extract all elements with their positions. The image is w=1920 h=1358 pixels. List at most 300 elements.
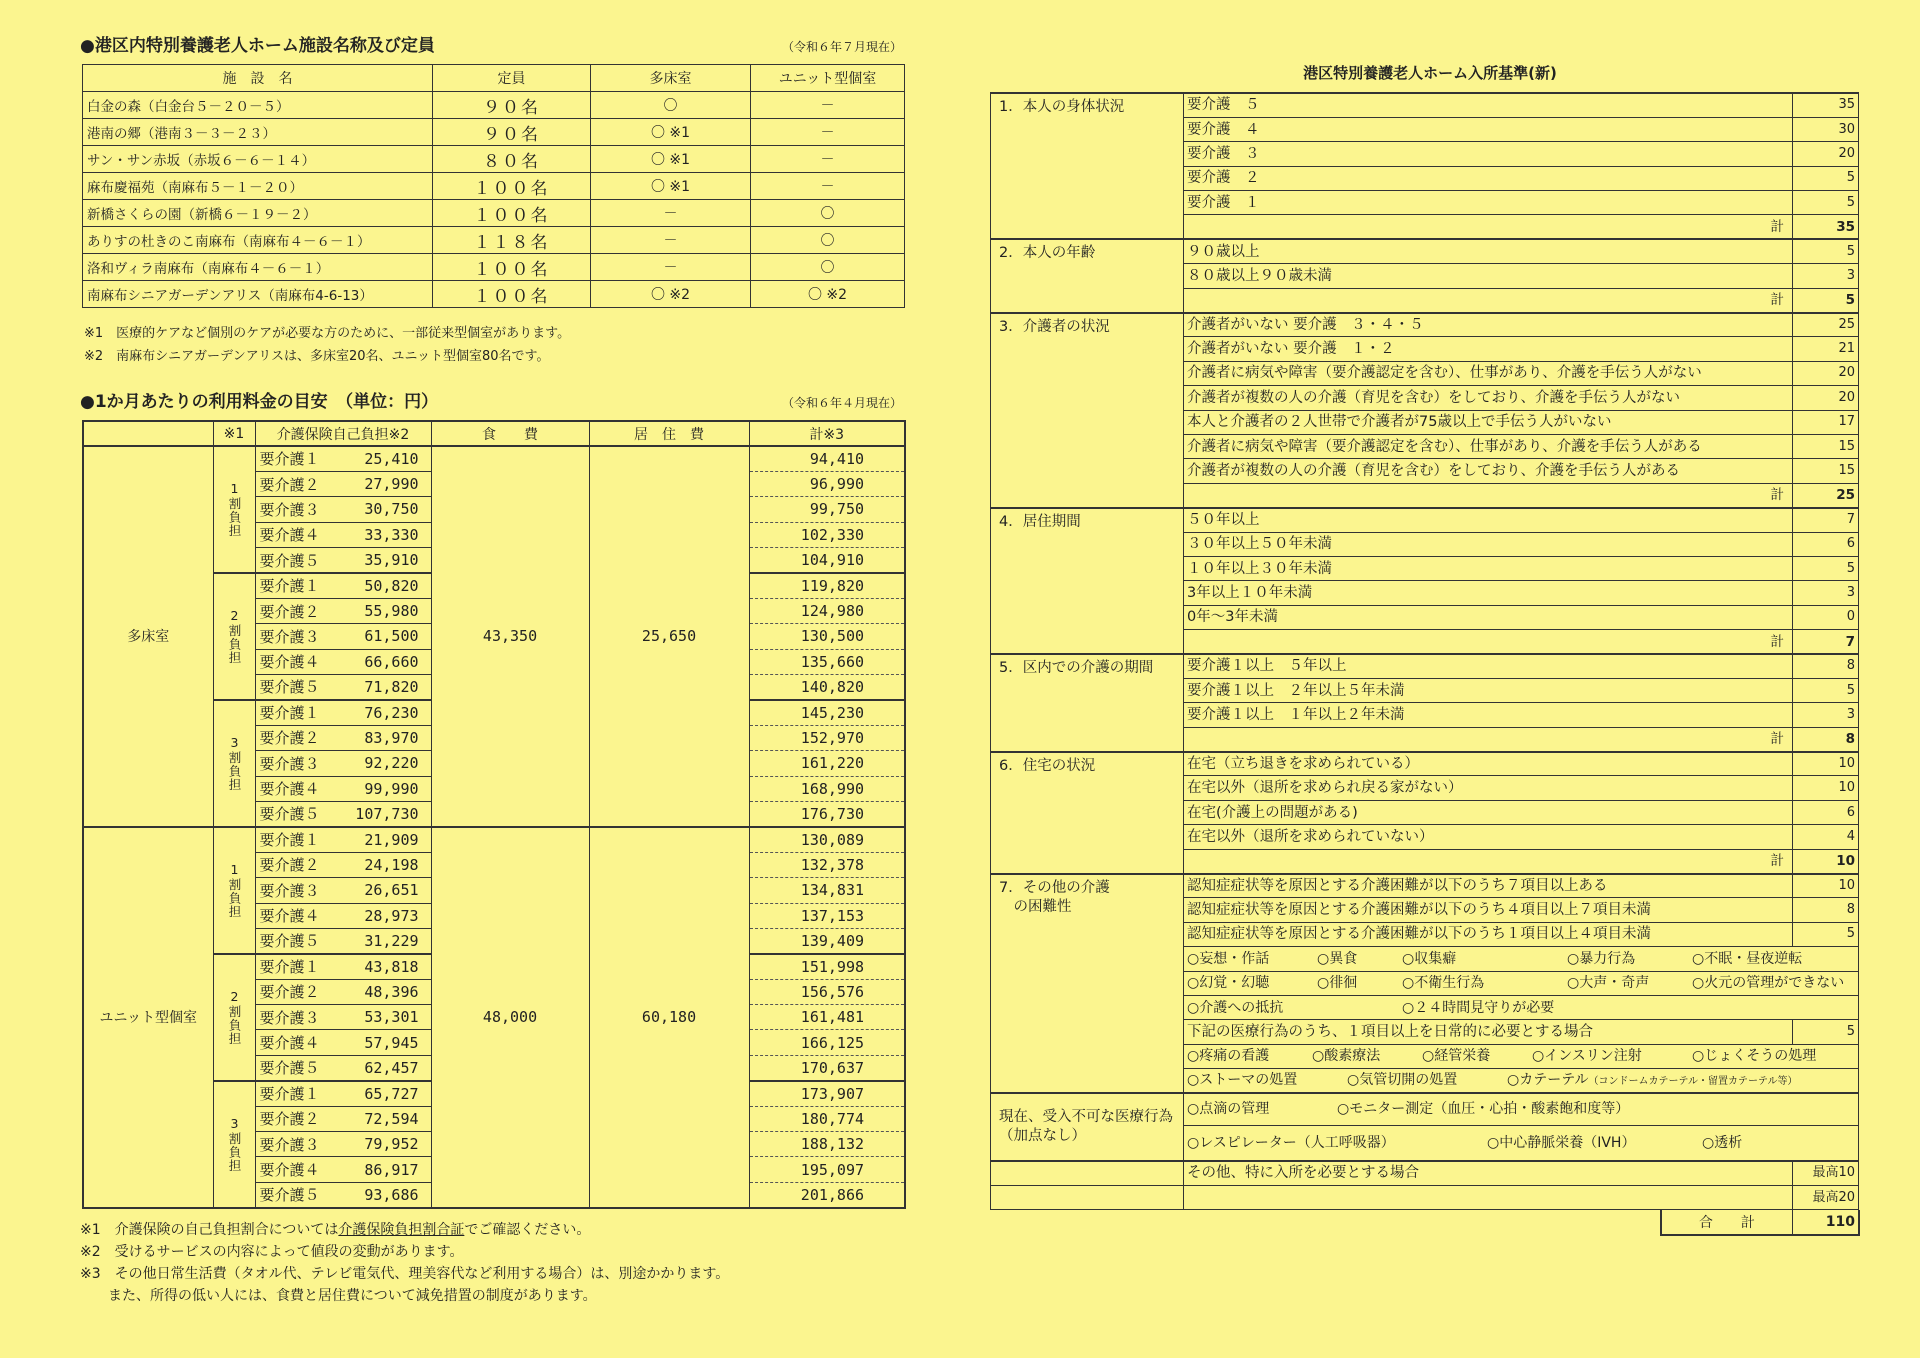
facility-row [83,119,905,146]
other-points-max20: 最高20 [1793,1185,1859,1209]
monthly-total: 140,820 [749,675,905,700]
criteria-points: 30 [1793,117,1859,141]
facility-section-title [80,34,910,58]
monthly-total: 161,481 [749,1005,905,1030]
criteria-category: 6．住宅の状況 [991,752,1184,874]
monthly-total: 170,637 [749,1055,905,1080]
grand-total-label: 合 計 [1662,1210,1793,1234]
facility-name: 南麻布シニアガーデンアリス（南麻布4-6-13） [83,281,433,308]
right-page [990,0,1870,1358]
criteria-row [991,239,1859,263]
other-item: その他、特に入所を必要とする場合 [1184,1161,1793,1185]
self-pay-amount: 92,220 [327,751,431,776]
care-level: 要介護５ [255,675,327,700]
left-page [80,0,910,1358]
criteria-item: １０年以上３０年未満 [1184,556,1793,580]
criteria-points: 3 [1793,581,1859,605]
facility-table [82,64,905,308]
other-row [991,1185,1859,1209]
food-cost: 48,000 [431,827,589,1208]
care-level: 要介護４ [255,1157,327,1182]
subtotal-value: 25 [1793,483,1859,507]
fee-note-1-tail: でご確認ください。 [464,1221,591,1238]
facility-capacity: １００名 [433,254,591,281]
fee-note-4: また、所得の低い人には、食費と居住費について減免措置の制度があります。 [80,1287,597,1304]
facility-name: ありすの杜きのこ南麻布（南麻布４－６－１） [83,227,433,254]
medical-option: ○気管切開の処置 [1347,1071,1458,1088]
criteria-points: 10 [1793,752,1859,776]
criteria-table [990,92,1859,1210]
fee-note-1 [80,1219,910,1241]
criteria-item: 介護者に病気や障害（要介護認定を含む）、仕事があり、介護を手伝う人がない [1184,361,1793,385]
header-living: 居 住 費 [589,421,749,446]
facility-capacity: １００名 [433,281,591,308]
criteria-points: 5 [1793,556,1859,580]
criteria-points: 15 [1793,459,1859,483]
dementia-options-row [1184,995,1859,1019]
criteria-item: 要介護 ３ [1184,142,1793,166]
monthly-total: 119,820 [749,573,905,598]
fee-row [83,827,905,852]
self-pay-amount: 27,990 [327,471,431,496]
self-pay-amount: 31,229 [327,928,431,953]
monthly-total: 156,576 [749,979,905,1004]
subtotal-value: 10 [1793,849,1859,873]
facility-row [83,281,905,308]
self-pay-amount: 50,820 [327,573,431,598]
criteria-item: 本人と介護者の２人世帯で介護者が75歳以上で手伝う人がいない [1184,410,1793,434]
self-pay-amount: 83,970 [327,725,431,750]
room-type-label: 多床室 [83,446,213,827]
care-level: 要介護５ [255,1182,327,1207]
self-pay-amount: 43,818 [327,954,431,979]
self-pay-amount: 62,457 [327,1055,431,1080]
criteria-points: 35 [1793,93,1859,117]
facility-multi-bed: 〇 ※1 [591,173,751,200]
criteria-points: 21 [1793,337,1859,361]
facility-row [83,173,905,200]
self-pay-amount: 99,990 [327,776,431,801]
facility-unit-private: 〇 ※2 [751,281,905,308]
criteria-points: 17 [1793,410,1859,434]
monthly-total: 139,409 [749,928,905,953]
care-level: 要介護４ [255,522,327,547]
header-total: 計※3 [749,421,905,446]
criteria-item: 要介護 ５ [1184,93,1793,117]
self-pay-amount: 26,651 [327,878,431,903]
header-multi-bed: 多床室 [591,65,751,92]
criteria-item: 認知症症状等を原因とする介護困難が以下のうち１項目以上４項目未満 [1184,922,1793,946]
monthly-total: 201,866 [749,1182,905,1207]
unaccepted-option: ○点滴の管理 [1187,1101,1270,1118]
dementia-option: ○火元の管理ができない [1692,975,1845,992]
header-room-type [83,421,213,446]
criteria-points: 8 [1793,898,1859,922]
burden-ratio-certificate-link: 介護保険負担割合証 [338,1221,465,1238]
criteria-category: 5．区内での介護の期間 [991,654,1184,752]
room-type-label: ユニット型個室 [83,827,213,1208]
grand-total-value: 110 [1825,1214,1855,1231]
criteria-points: 20 [1793,142,1859,166]
criteria-points: 4 [1793,825,1859,849]
unaccepted-option: ○透析 [1702,1134,1743,1151]
monthly-total: 102,330 [749,522,905,547]
facility-note-1: ※1 医療的ケアなど個別のケアが必要な方のために、一部従来型個室があります。 [84,326,571,341]
fee-table [82,420,906,1209]
dementia-option: ○大声・奇声 [1567,975,1650,992]
burden-rate-label: 2割負担 [213,954,255,1081]
monthly-total: 135,660 [749,649,905,674]
criteria-item: 介護者が複数の人の介護（育児を含む）をしており、介護を手伝う人がある [1184,459,1793,483]
care-level: 要介護２ [255,979,327,1004]
criteria-item: 介護者がいない 要介護 １・２ [1184,337,1793,361]
care-level: 要介護３ [255,497,327,522]
dementia-option: ○幻覚・幻聴 [1187,975,1270,992]
facility-capacity: ９０名 [433,119,591,146]
care-level: 要介護４ [255,649,327,674]
criteria-item: 要介護１以上 ２年以上５年未満 [1184,678,1793,702]
medical-option: ○酸素療法 [1312,1048,1381,1065]
facility-unit-private: － [751,173,905,200]
criteria-item: 要介護 ２ [1184,166,1793,190]
facility-row [83,92,905,119]
facility-multi-bed: － [591,254,751,281]
criteria-category: 1．本人の身体状況 [991,93,1184,239]
facility-multi-bed: － [591,227,751,254]
monthly-total: 176,730 [749,801,905,826]
catheter-note: （コンドームカテーテル・留置カテーテル等） [1588,1075,1798,1087]
self-pay-amount: 48,396 [327,979,431,1004]
criteria-row [991,508,1859,532]
criteria-title: 港区特別養護老人ホーム入所基準(新) [1303,64,1557,82]
fee-row [83,446,905,471]
criteria-item: 介護者が複数の人の介護（育児を含む）をしており、介護を手伝う人がない [1184,386,1793,410]
monthly-total: 130,500 [749,624,905,649]
facility-multi-bed: － [591,200,751,227]
facility-name: 洛和ヴィラ南麻布（南麻布４－６－１） [83,254,433,281]
criteria-category: 7．その他の介護 の困難性 [991,874,1184,1094]
dementia-options-row [1184,947,1859,971]
unaccepted-option: ○中心静脈栄養（IVH） [1487,1134,1636,1151]
monthly-total: 132,378 [749,852,905,877]
subtotal-label: 計 [1184,215,1793,239]
dementia-option: ○暴力行為 [1567,950,1636,967]
self-pay-amount: 72,594 [327,1106,431,1131]
monthly-total: 124,980 [749,598,905,623]
criteria-item: 0年～3年未満 [1184,605,1793,629]
care-level: 要介護２ [255,725,327,750]
facility-unit-private: － [751,146,905,173]
burden-rate-label: 3割負担 [213,1081,255,1208]
criteria-points: 25 [1793,313,1859,337]
care-level: 要介護４ [255,776,327,801]
unaccepted-option: ○レスピレーター（人工呼吸器） [1187,1134,1395,1151]
criteria-points: 10 [1793,874,1859,898]
self-pay-amount: 35,910 [327,548,431,573]
criteria-item: ３０年以上５０年未満 [1184,532,1793,556]
criteria-points: 5 [1793,1020,1859,1044]
living-cost: 60,180 [589,827,749,1208]
self-pay-amount: 107,730 [327,801,431,826]
criteria-points: 3 [1793,703,1859,727]
facility-capacity: １１８名 [433,227,591,254]
unaccepted-label: 現在、受入不可な医療行為 （加点なし） [991,1093,1184,1161]
care-level: 要介護２ [255,598,327,623]
header-rate: ※1 [213,421,255,446]
criteria-points: 10 [1793,776,1859,800]
criteria-points: 5 [1793,166,1859,190]
criteria-points: 5 [1793,239,1859,263]
facility-row [83,200,905,227]
monthly-total: 130,089 [749,827,905,852]
fee-title: ●1か月あたりの利用料金の目安 （単位：円） [80,392,439,412]
criteria-item: ９０歳以上 [1184,239,1793,263]
facility-name: 港南の郷（港南３－３－２３） [83,119,433,146]
criteria-item: 介護者がいない 要介護 ３・４・５ [1184,313,1793,337]
facility-unit-private: － [751,119,905,146]
subtotal-label: 計 [1184,727,1793,751]
criteria-item: 在宅以外（退所を求められていない） [1184,825,1793,849]
criteria-item: 認知症症状等を原因とする介護困難が以下のうち４項目以上７項目未満 [1184,898,1793,922]
criteria-points: 7 [1793,508,1859,532]
dementia-option: ○収集癖 [1402,950,1457,967]
criteria-points: 5 [1793,678,1859,702]
dementia-options-row [1184,971,1859,995]
care-level: 要介護３ [255,878,327,903]
burden-rate-label: 2割負担 [213,573,255,700]
self-pay-amount: 65,727 [327,1081,431,1106]
monthly-total: 195,097 [749,1157,905,1182]
care-level: 要介護１ [255,827,327,852]
criteria-item: ５０年以上 [1184,508,1793,532]
criteria-item: 在宅（立ち退きを求められている） [1184,752,1793,776]
monthly-total: 134,831 [749,878,905,903]
monthly-total: 166,125 [749,1030,905,1055]
care-level: 要介護４ [255,903,327,928]
monthly-total: 99,750 [749,497,905,522]
facility-unit-private: 〇 [751,200,905,227]
criteria-item: 要介護 ４ [1184,117,1793,141]
subtotal-label: 計 [1184,630,1793,654]
criteria-points: 0 [1793,605,1859,629]
facility-multi-bed: 〇 [591,92,751,119]
criteria-item: 在宅以外（退所を求められ戻る家がない） [1184,776,1793,800]
care-level: 要介護１ [255,954,327,979]
header-unit-private: ユニット型個室 [751,65,905,92]
medical-options-row [1184,1069,1859,1093]
care-level: 要介護５ [255,928,327,953]
criteria-points: 5 [1793,922,1859,946]
self-pay-amount: 33,330 [327,522,431,547]
living-cost: 25,650 [589,446,749,827]
criteria-points: 8 [1793,654,1859,678]
facility-unit-private: 〇 [751,227,905,254]
food-cost: 43,350 [431,446,589,827]
facility-note-2: ※2 南麻布シニアガーデンアリスは、多床室20名、ユニット型個室80名です。 [84,349,550,364]
criteria-item: 要介護１以上 １年以上２年未満 [1184,703,1793,727]
self-pay-amount: 25,410 [327,446,431,471]
fee-note-1-text: ※1 介護保険の自己負担割合については [80,1221,339,1238]
self-pay-amount: 79,952 [327,1132,431,1157]
monthly-total: 137,153 [749,903,905,928]
facility-capacity: １００名 [433,200,591,227]
monthly-total: 94,410 [749,446,905,471]
unaccepted-options-row [1184,1125,1859,1161]
facility-row [83,254,905,281]
care-level: 要介護１ [255,573,327,598]
facility-title: ●港区内特別養護老人ホーム施設名称及び定員 [80,36,435,56]
self-pay-amount: 71,820 [327,675,431,700]
fee-note-2: ※2 受けるサービスの内容によって値段の変動があります。 [80,1243,464,1260]
criteria-category: 4．居住期間 [991,508,1184,654]
medical-options-row [1184,1044,1859,1068]
care-level: 要介護３ [255,751,327,776]
medical-option: ○じょくそうの処理 [1692,1048,1817,1065]
monthly-total: 104,910 [749,548,905,573]
monthly-total: 173,907 [749,1081,905,1106]
monthly-total: 180,774 [749,1106,905,1131]
fee-section-title [80,390,910,414]
criteria-points: 5 [1793,191,1859,215]
criteria-row [991,313,1859,337]
criteria-item: 在宅(介護上の問題がある) [1184,800,1793,824]
self-pay-amount: 86,917 [327,1157,431,1182]
dementia-option: ○妄想・作話 [1187,950,1270,967]
medical-option: ○カテーテル [1507,1071,1589,1088]
criteria-item: 認知症症状等を原因とする介護困難が以下のうち７項目以上ある [1184,874,1793,898]
dementia-option: ○２４時間見守りが必要 [1402,999,1555,1016]
criteria-points: 6 [1793,800,1859,824]
care-level: 要介護１ [255,700,327,725]
monthly-total: 151,998 [749,954,905,979]
self-pay-amount: 93,686 [327,1182,431,1207]
care-level: 要介護３ [255,1005,327,1030]
medical-option: ○インスリン注射 [1532,1048,1642,1065]
unaccepted-option: ○モニター測定（血圧・心拍・酸素飽和度等） [1337,1101,1630,1118]
medical-option: ○ストーマの処置 [1187,1071,1298,1088]
care-level: 要介護２ [255,471,327,496]
criteria-row [991,93,1859,117]
other-blank [991,1185,1184,1209]
subtotal-value: 8 [1793,727,1859,751]
criteria-points: 3 [1793,264,1859,288]
self-pay-amount: 61,500 [327,624,431,649]
criteria-item: 介護者に病気や障害（要介護認定を含む）、仕事があり、介護を手伝う人がある [1184,434,1793,458]
criteria-points: 6 [1793,532,1859,556]
care-level: 要介護３ [255,1132,327,1157]
unaccepted-row [991,1093,1859,1125]
dementia-option: ○不眠・昼夜逆転 [1692,950,1803,967]
other-points-max10: 最高10 [1793,1161,1859,1185]
criteria-item: 3年以上１０年未満 [1184,581,1793,605]
facility-multi-bed: 〇 ※2 [591,281,751,308]
monthly-total: 161,220 [749,751,905,776]
facility-header-row [83,65,905,92]
burden-rate-label: 1割負担 [213,446,255,573]
criteria-item: 要介護 １ [1184,191,1793,215]
facility-row [83,146,905,173]
self-pay-amount: 28,973 [327,903,431,928]
header-self-pay: 介護保険自己負担※2 [255,421,431,446]
other-blank [991,1161,1184,1185]
fee-note-3: ※3 その他日常生活費（タオル代、テレビ電気代、理美容代など利用する場合）は、別途かかります。 [80,1265,730,1282]
care-level: 要介護５ [255,801,327,826]
subtotal-label: 計 [1184,483,1793,507]
criteria-row [991,654,1859,678]
facility-unit-private: － [751,92,905,119]
facility-capacity: １００名 [433,173,591,200]
subtotal-value: 7 [1793,630,1859,654]
criteria-row [991,874,1859,898]
subtotal-value: 5 [1793,288,1859,312]
dementia-option: ○異食 [1317,950,1358,967]
facility-name: 白金の森（白金台５－２０－５） [83,92,433,119]
medical-option: ○疼痛の看護 [1187,1048,1270,1065]
self-pay-amount: 30,750 [327,497,431,522]
self-pay-amount: 66,660 [327,649,431,674]
dementia-option: ○徘徊 [1317,975,1358,992]
care-level: 要介護１ [255,446,327,471]
facility-name: 新橋さくらの園（新橋６－１９－２） [83,200,433,227]
facility-name: 麻布慶福苑（南麻布５－１－２０） [83,173,433,200]
criteria-category: 3．介護者の状況 [991,313,1184,508]
other-row [991,1161,1859,1185]
facility-unit-private: 〇 [751,254,905,281]
care-level: 要介護２ [255,852,327,877]
header-facility-name: 施 設 名 [83,65,433,92]
facility-row [83,227,905,254]
dementia-option: ○不衛生行為 [1402,975,1485,992]
header-food: 食 費 [431,421,589,446]
self-pay-amount: 24,198 [327,852,431,877]
self-pay-amount: 57,945 [327,1030,431,1055]
care-level: 要介護５ [255,1055,327,1080]
self-pay-amount: 53,301 [327,1005,431,1030]
subtotal-value: 35 [1793,215,1859,239]
monthly-total: 188,132 [749,1132,905,1157]
unaccepted-options-row [1184,1093,1859,1125]
care-level: 要介護４ [255,1030,327,1055]
criteria-points: 20 [1793,361,1859,385]
criteria-item: ８０歳以上９０歳未満 [1184,264,1793,288]
care-level: 要介護５ [255,548,327,573]
self-pay-amount: 76,230 [327,700,431,725]
facility-capacity: ８０名 [433,146,591,173]
burden-rate-label: 3割負担 [213,700,255,827]
fee-date: （令和６年４月現在） [781,396,902,410]
monthly-total: 145,230 [749,700,905,725]
facility-date: （令和６年７月現在） [781,40,902,54]
facility-name: サン・サン赤坂（赤坂６－６－１４） [83,146,433,173]
facility-multi-bed: 〇 ※1 [591,119,751,146]
criteria-points: 15 [1793,434,1859,458]
care-level: 要介護３ [255,624,327,649]
criteria-item: 下記の医療行為のうち、１項目以上を日常的に必要とする場合 [1184,1020,1793,1044]
self-pay-amount: 55,980 [327,598,431,623]
monthly-total: 168,990 [749,776,905,801]
facility-multi-bed: 〇 ※1 [591,146,751,173]
burden-rate-label: 1割負担 [213,827,255,954]
facility-capacity: ９０名 [433,92,591,119]
subtotal-label: 計 [1184,288,1793,312]
criteria-row [991,752,1859,776]
monthly-total: 152,970 [749,725,905,750]
grand-total-box [1660,1210,1860,1236]
medical-option: ○経管栄養 [1422,1048,1491,1065]
criteria-item: 要介護１以上 ５年以上 [1184,654,1793,678]
care-level: 要介護２ [255,1106,327,1131]
monthly-total: 96,990 [749,471,905,496]
